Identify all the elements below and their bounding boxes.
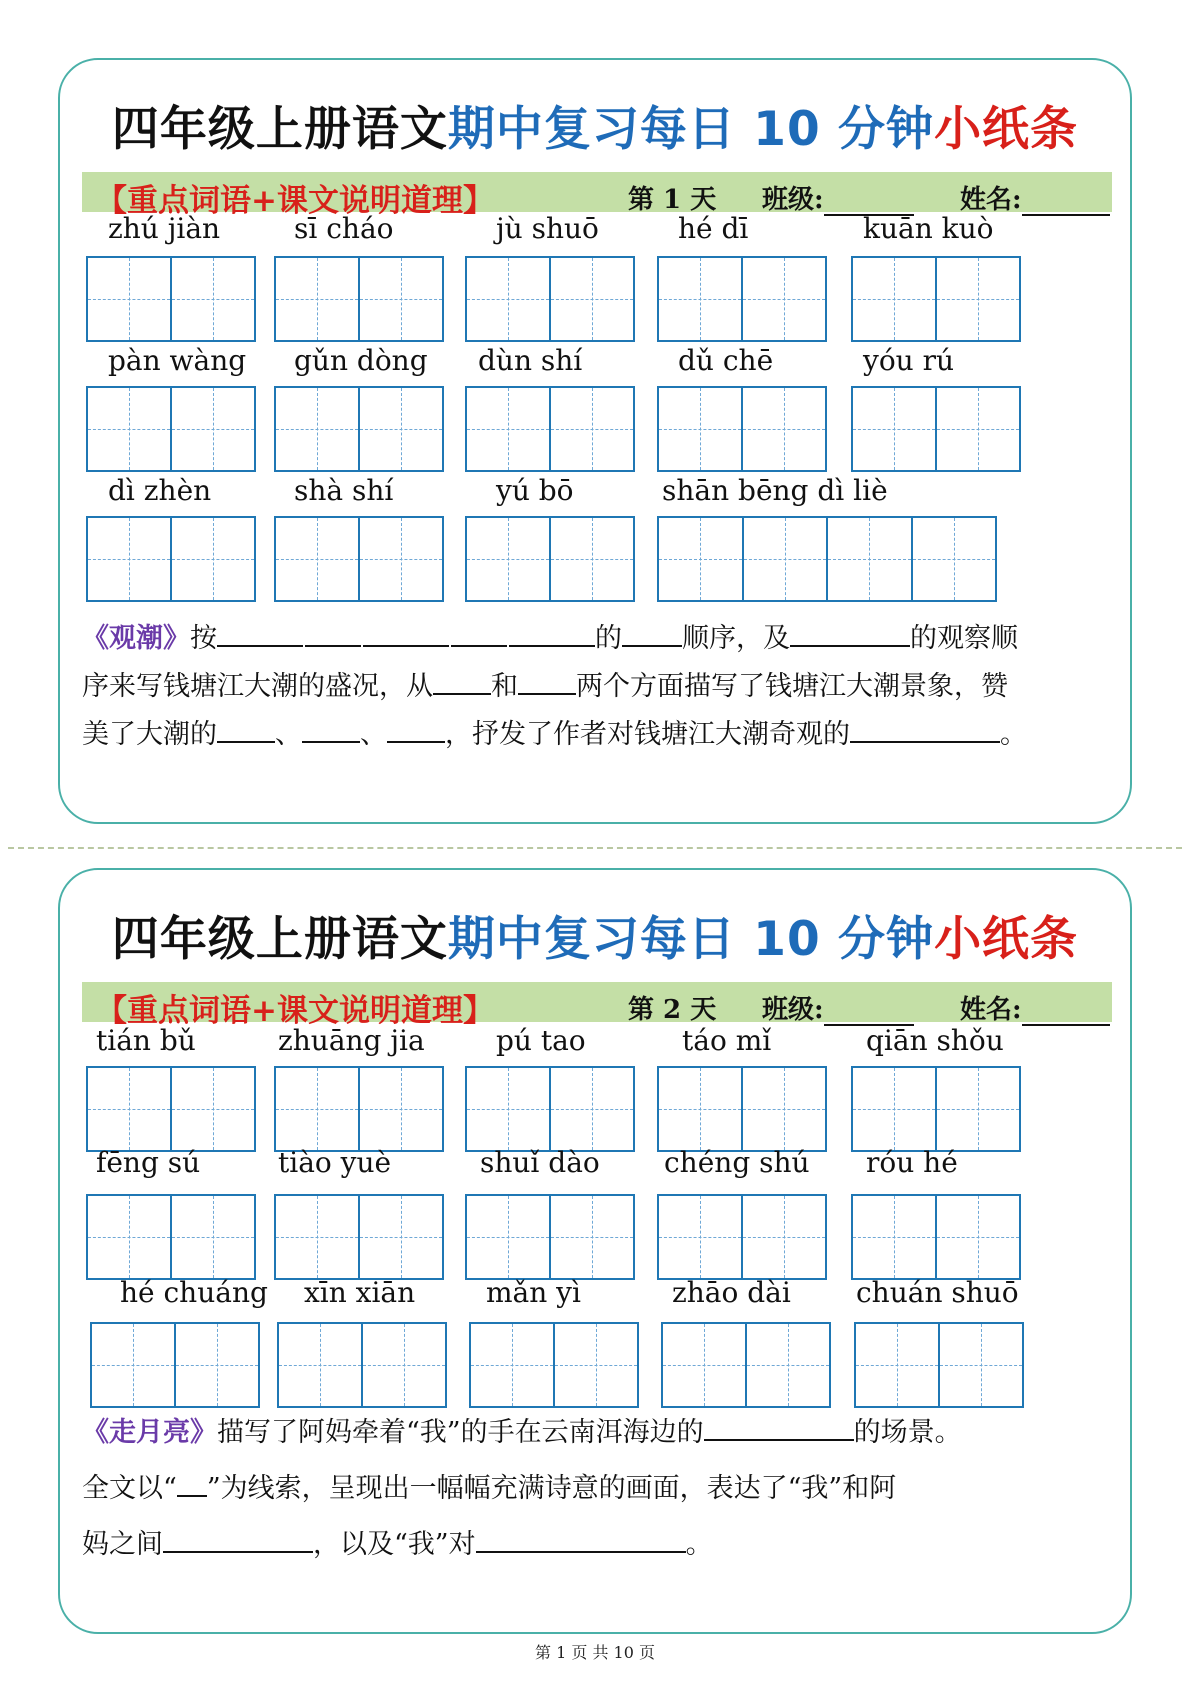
pinyin-label: dǔ chē — [678, 344, 774, 377]
para-text: 的 — [595, 623, 622, 654]
name-field[interactable] — [960, 989, 1110, 1026]
title-grade: 四年级上册语文 — [111, 912, 448, 967]
para-text: 妈之间 — [82, 1529, 163, 1560]
pinyin-label: pàn wàng — [108, 344, 247, 377]
para-text: 和 — [491, 671, 518, 702]
writing-grid-4[interactable] — [657, 516, 997, 602]
para-text: ”为线索，呈现出一幅幅充满诗意的画面，表达了“我”和阿 — [206, 1473, 897, 1504]
day-label: 第 1 天 — [628, 185, 717, 215]
answer-blank[interactable] — [433, 671, 491, 695]
pinyin-label: xīn xiān — [304, 1276, 416, 1309]
pinyin-label: hé dī — [678, 212, 749, 245]
pinyin-label: gǔn dòng — [294, 344, 428, 377]
answer-blank[interactable] — [518, 671, 576, 695]
pinyin-label: yú bō — [496, 474, 574, 507]
pinyin-label: róu hé — [866, 1146, 958, 1179]
writing-grid[interactable] — [274, 1194, 444, 1280]
cut-line — [8, 847, 1182, 849]
writing-grid[interactable] — [465, 1194, 635, 1280]
writing-grid[interactable] — [274, 386, 444, 472]
fill-in-line-2 — [82, 1466, 1112, 1505]
topic-label: 【重点词语+课文说明道理】 — [96, 993, 494, 1029]
writing-grid[interactable] — [274, 1066, 444, 1152]
class-label: 班级: — [762, 995, 824, 1025]
writing-grid[interactable] — [657, 1194, 827, 1280]
writing-grid[interactable] — [657, 256, 827, 342]
answer-blank[interactable] — [704, 1417, 854, 1441]
class-label: 班级: — [762, 185, 824, 215]
writing-grid[interactable] — [851, 386, 1021, 472]
para-text: 、 — [360, 719, 387, 750]
para-text: 。 — [685, 1529, 713, 1560]
dash — [305, 631, 361, 647]
writing-grid[interactable] — [851, 1066, 1021, 1152]
writing-grid[interactable] — [90, 1322, 260, 1408]
page-footer: 第 1 页 共 10 页 — [535, 1643, 655, 1662]
fill-in-line-3 — [82, 1522, 1112, 1561]
pinyin-label: kuān kuò — [863, 212, 994, 245]
para-text: 序来写钱塘江大潮的盛况，从 — [82, 671, 433, 702]
pinyin-label: yóu rú — [863, 344, 955, 377]
class-blank[interactable] — [824, 998, 914, 1026]
para-text: 全文以“ — [82, 1473, 177, 1504]
para-text: ，以及“我”对 — [313, 1529, 476, 1560]
pinyin-label: shuǐ dào — [480, 1146, 600, 1179]
topic-label: 【重点词语+课文说明道理】 — [96, 183, 494, 219]
header-bar — [82, 172, 1112, 219]
fill-in-line-2 — [82, 664, 1112, 703]
fill-in-line-1 — [82, 616, 1112, 655]
writing-grid[interactable] — [465, 1066, 635, 1152]
answer-blank[interactable] — [177, 1473, 207, 1497]
pinyin-label: shān bēng dì liè — [662, 474, 888, 507]
writing-grid[interactable] — [274, 256, 444, 342]
answer-blank[interactable] — [622, 623, 682, 647]
worksheet-title — [60, 92, 1130, 159]
name-blank[interactable] — [1022, 188, 1110, 216]
name-field[interactable] — [960, 179, 1110, 216]
writing-grid[interactable] — [657, 1066, 827, 1152]
para-text: 美了大潮的 — [82, 719, 217, 750]
worksheet-card-day-1 — [58, 58, 1132, 824]
para-text: 的场景。 — [853, 1417, 962, 1448]
title-grade: 四年级上册语文 — [111, 102, 448, 157]
writing-grid[interactable] — [851, 1194, 1021, 1280]
answer-blank[interactable] — [217, 719, 275, 743]
pinyin-label: zhāo dài — [672, 1276, 791, 1309]
writing-grid[interactable] — [661, 1322, 831, 1408]
writing-grid[interactable] — [657, 386, 827, 472]
pinyin-label: dùn shí — [478, 344, 583, 377]
para-text: 顺序，及 — [682, 623, 790, 654]
writing-grid[interactable] — [86, 386, 256, 472]
pinyin-label: shà shí — [294, 474, 394, 507]
answer-blank[interactable] — [509, 623, 595, 647]
para-text: 的观察顺 — [910, 623, 1018, 654]
name-label: 姓名: — [960, 185, 1022, 215]
writing-grid[interactable] — [854, 1322, 1024, 1408]
class-field[interactable] — [762, 989, 914, 1026]
title-review: 期中复习每日 10 分钟 — [447, 102, 935, 157]
writing-grid[interactable] — [851, 256, 1021, 342]
para-text: 描写了阿妈牵着“我”的手在云南洱海边的 — [217, 1417, 704, 1448]
title-review: 期中复习每日 10 分钟 — [447, 912, 935, 967]
lesson-title: 《观潮》 — [82, 623, 190, 654]
name-label: 姓名: — [960, 995, 1022, 1025]
dash — [451, 631, 507, 647]
answer-blank[interactable] — [363, 623, 449, 647]
para-text: 两个方面描写了钱塘江大潮景象，赞 — [576, 671, 1008, 702]
para-text: ，抒发了作者对钱塘江大潮奇观的 — [445, 719, 850, 750]
pinyin-label: hé chuáng — [120, 1276, 268, 1309]
answer-blank[interactable] — [302, 719, 360, 743]
pinyin-label: pú tao — [496, 1024, 586, 1057]
writing-grid[interactable] — [86, 1066, 256, 1152]
class-field[interactable] — [762, 179, 914, 216]
pinyin-label: dì zhèn — [108, 474, 212, 507]
para-text: 按 — [190, 623, 217, 654]
pinyin-label: sī cháo — [294, 212, 394, 245]
pinyin-label: tiào yuè — [278, 1146, 392, 1179]
pinyin-label: fēng sú — [96, 1146, 201, 1179]
writing-grid[interactable] — [86, 516, 256, 602]
writing-grid[interactable] — [465, 516, 635, 602]
pinyin-label: tián bǔ — [96, 1024, 196, 1057]
answer-blank[interactable] — [476, 1529, 686, 1553]
header-bar — [82, 982, 1112, 1029]
worksheet-title — [60, 902, 1130, 969]
answer-blank[interactable] — [163, 1529, 313, 1553]
pinyin-label: chuán shuō — [856, 1276, 1019, 1309]
pinyin-label: zhú jiàn — [108, 212, 221, 245]
writing-grid[interactable] — [277, 1322, 447, 1408]
day-label: 第 2 天 — [628, 995, 717, 1025]
writing-grid[interactable] — [465, 386, 635, 472]
pinyin-label: zhuāng jia — [278, 1024, 425, 1057]
para-text: 。 — [1000, 719, 1027, 750]
pinyin-label: jù shuō — [496, 212, 599, 245]
pinyin-label: mǎn yì — [486, 1276, 581, 1309]
pinyin-label: táo mǐ — [682, 1024, 772, 1057]
para-text: 、 — [275, 719, 302, 750]
worksheet-card-day-2 — [58, 868, 1132, 1634]
answer-blank[interactable] — [850, 719, 1000, 743]
title-note: 小纸条 — [934, 102, 1079, 157]
name-blank[interactable] — [1022, 998, 1110, 1026]
writing-grid[interactable] — [274, 516, 444, 602]
writing-grid[interactable] — [465, 256, 635, 342]
pinyin-label: qiān shǒu — [866, 1024, 1004, 1057]
title-note: 小纸条 — [934, 912, 1079, 967]
answer-blank[interactable] — [217, 623, 303, 647]
lesson-title: 《走月亮》 — [82, 1417, 217, 1448]
writing-grid[interactable] — [86, 1194, 256, 1280]
answer-blank[interactable] — [790, 623, 910, 647]
fill-in-line-3 — [82, 712, 1112, 751]
writing-grid[interactable] — [86, 256, 256, 342]
pinyin-label: chéng shú — [664, 1146, 810, 1179]
fill-in-line-1 — [82, 1410, 1112, 1449]
writing-grid[interactable] — [469, 1322, 639, 1408]
answer-blank[interactable] — [387, 719, 445, 743]
